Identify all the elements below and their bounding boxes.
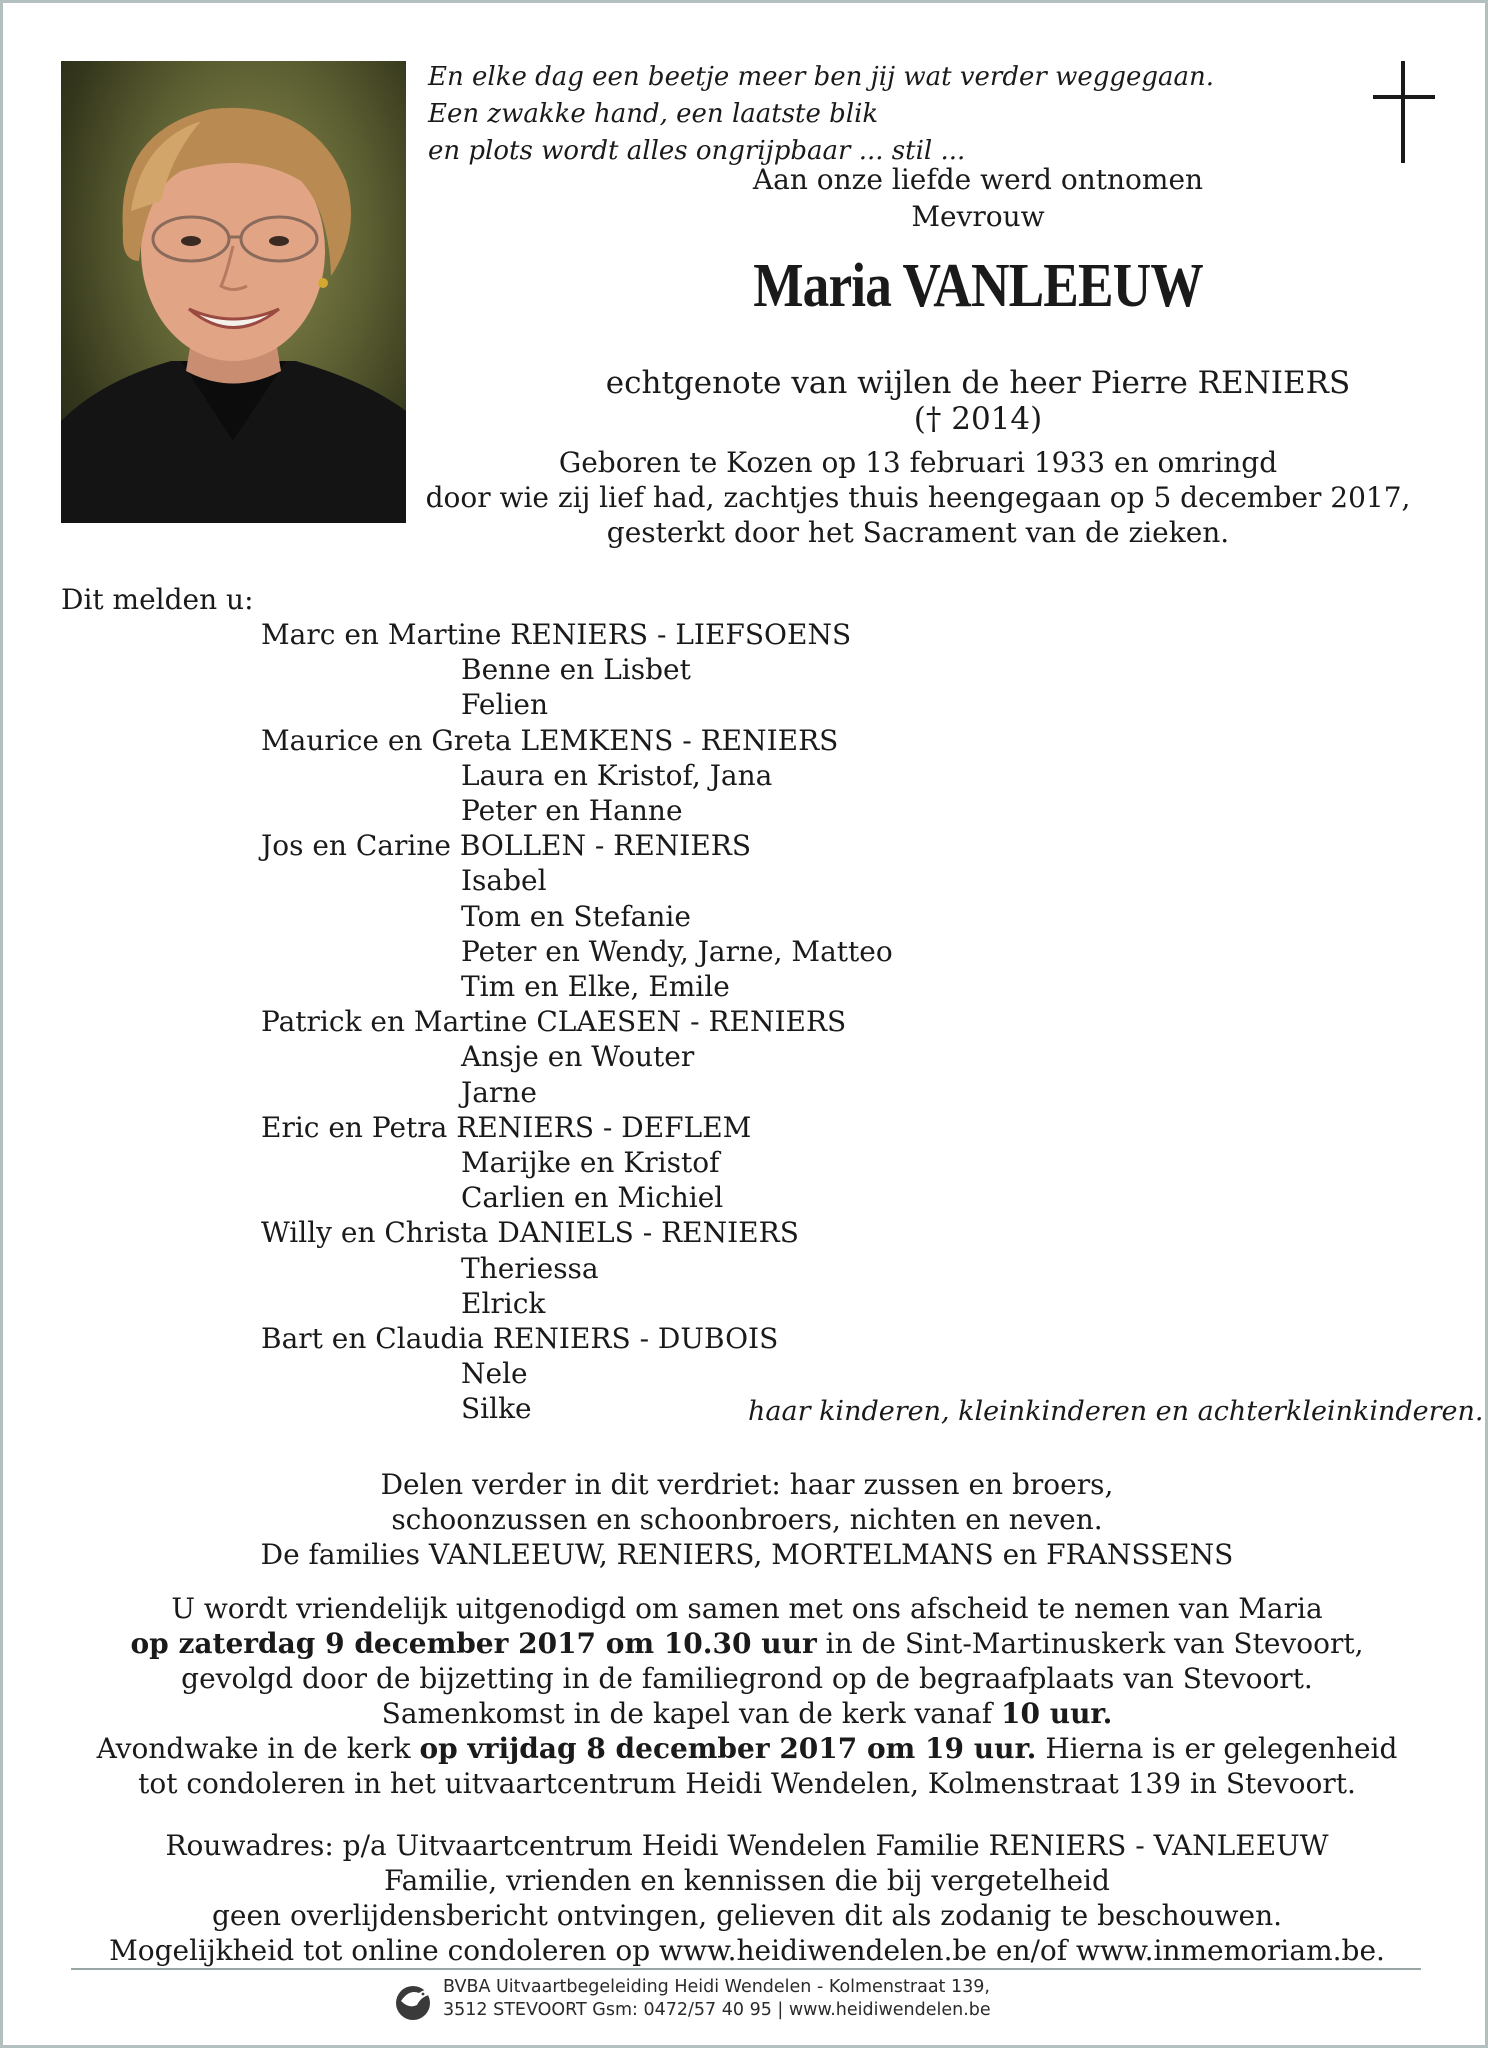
ceremony-line: U wordt vriendelijk uitgenodigd om samen met ons afscheid te nemen van Maria [171, 1592, 1323, 1625]
sharing-line: schoonzussen en schoonbroers, nichten en neven. [391, 1503, 1103, 1536]
grandchild-line: Elrick [461, 1286, 546, 1320]
ceremony-line [63, 1696, 1431, 1731]
grandchild-line: Ansje en Wouter [461, 1040, 695, 1074]
grandchild-line: Carlien en Michiel [461, 1181, 724, 1215]
grandchild-line: Isabel [461, 864, 547, 898]
ceremony-block [63, 1591, 1431, 1801]
dove-logo-icon [393, 1979, 433, 2023]
bio-line: Geboren te Kozen op 13 februari 1933 en omringd [558, 446, 1278, 479]
sharing-block [103, 1467, 1391, 1572]
cross-icon [1373, 61, 1435, 163]
family-member-line: Willy en Christa DANIELS - RENIERS [261, 1216, 799, 1250]
wake-date: op vrijdag 8 december 2017 om 19 uur. [419, 1732, 1037, 1765]
poem-line: En elke dag een beetje meer ben jij wat verder weggegaan. [428, 62, 1215, 92]
family-member-line: Maurice en Greta LEMKENS - RENIERS [261, 723, 839, 757]
poem-line: Een zwakke hand, een laatste blik [428, 99, 879, 129]
address-line: geen overlijdensbericht ontvingen, gelieven dit als zodanig te beschouwen. [211, 1899, 1283, 1932]
grandchild-line: Laura en Kristof, Jana [461, 758, 773, 792]
family-member-line: Patrick en Martine CLAESEN - RENIERS [261, 1005, 847, 1039]
sharing-line: De families VANLEEUW, RENIERS, MORTELMANS en FRANSSENS [260, 1538, 1234, 1571]
ceremony-line: tot condoleren in het uitvaartcentrum Heidi Wendelen, Kolmenstraat 139 in Stevoort. [138, 1767, 1356, 1800]
portrait-photo [61, 61, 406, 523]
intro [603, 161, 1353, 235]
sharing-line: Delen verder in dit verdriet: haar zussen en broers, [380, 1468, 1114, 1501]
ceremony-line [63, 1731, 1431, 1766]
grandchild-line: Marijke en Kristof [461, 1146, 720, 1179]
wake-text: Avondwake in de kerk [96, 1732, 420, 1765]
grandchild-line: Theriessa [461, 1251, 599, 1285]
footer-divider [71, 1968, 1421, 1970]
grandchild-line: Nele [461, 1357, 528, 1391]
grandchild-line: Jarne [461, 1075, 537, 1109]
grandchild-line: Silke [461, 1392, 532, 1426]
grandchild-line: Tom en Stefanie [461, 899, 691, 933]
funeral-date: op zaterdag 9 december 2017 om 10.30 uur [130, 1627, 817, 1660]
grandchild-line: Benne en Lisbet [461, 653, 691, 687]
portrait-illustration [61, 61, 406, 523]
address-line: Familie, vrienden en kennissen die bij vergetelheid [384, 1864, 1110, 1897]
address-block [63, 1828, 1431, 1968]
family-member-line: Bart en Claudia RENIERS - DUBOIS [261, 1322, 779, 1355]
bio-line: door wie zij lief had, zachtjes thuis heengegaan op 5 december 2017, [425, 481, 1411, 514]
family-closing: haar kinderen, kleinkinderen en achterkleinkinderen. [748, 1396, 1484, 1427]
family-member-line: Marc en Martine RENIERS - LIEFSOENS [261, 618, 852, 651]
grandchild-line: Felien [461, 688, 548, 722]
address-line: Mogelijkheid tot online condoleren op www.heidiwendelen.be en/of www.inmemoriam.be. [109, 1934, 1385, 1967]
family-member-line: Jos en Carine BOLLEN - RENIERS [261, 829, 752, 863]
grandchild-line: Peter en Hanne [461, 794, 683, 827]
intro-line: Aan onze liefde werd ontnomen [752, 163, 1204, 196]
ceremony-line: gevolgd door de bijzetting in de familiegrond op de begraafplaats van Stevoort. [181, 1662, 1313, 1695]
announce-heading: Dit melden u: [61, 583, 254, 616]
biography [423, 445, 1413, 550]
address-line: Rouwadres: p/a Uitvaartcentrum Heidi Wendelen Familie RENIERS - VANLEEUW [165, 1829, 1329, 1862]
family-member-line: Eric en Petra RENIERS - DEFLEM [261, 1110, 752, 1144]
footer-line: BVBA Uitvaartbegeleiding Heidi Wendelen - Kolmenstraat 139, [443, 1977, 990, 1997]
funeral-location: in de Sint-Martinuskerk van Stevoort, [816, 1627, 1364, 1660]
deceased-name: Maria VANLEEUW [753, 252, 1203, 320]
poem-line: en plots wordt alles ongrijpbaar ... stil ... [428, 136, 966, 166]
gathering-text: Samenkomst in de kapel van de kerk vanaf [381, 1697, 1001, 1730]
spouse-line: echtgenote van wijlen de heer Pierre RENIERS († 2014) [605, 365, 1351, 437]
footer [443, 1976, 991, 2022]
gathering-time: 10 uur. [1001, 1697, 1113, 1730]
ceremony-line [63, 1626, 1431, 1661]
wake-rest: Hierna is er gelegenheid [1036, 1732, 1398, 1765]
footer-line: 3512 STEVOORT Gsm: 0472/57 40 95 | www.heidiwendelen.be [443, 2000, 991, 2020]
grandchild-line: Peter en Wendy, Jarne, Matteo [461, 934, 893, 968]
bio-line: gesterkt door het Sacrament van de zieken. [606, 516, 1230, 549]
intro-title: Mevrouw [911, 200, 1045, 233]
grandchild-line: Tim en Elke, Emile [461, 970, 730, 1003]
poem [428, 59, 1214, 170]
